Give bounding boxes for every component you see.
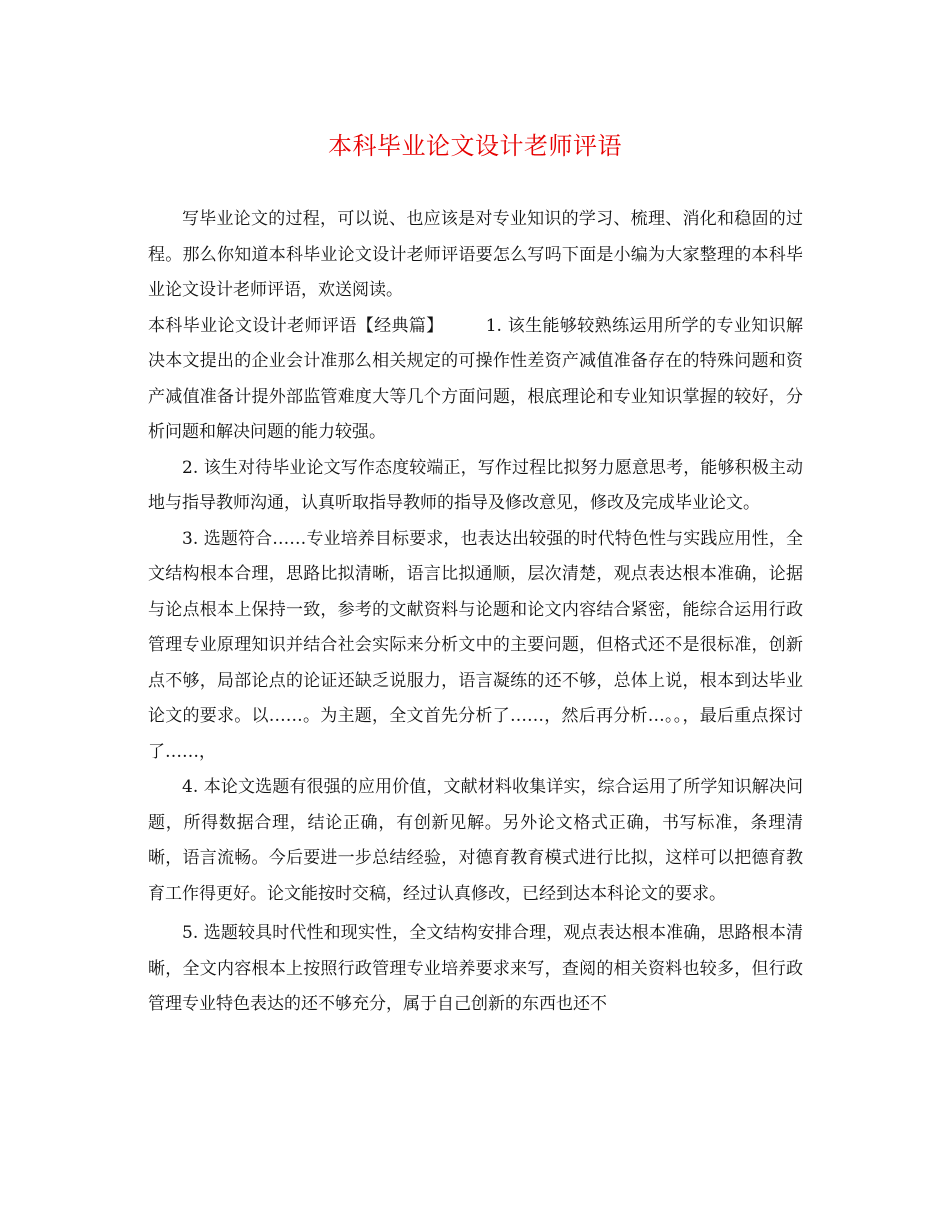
intro-paragraph: 写毕业论文的过程，可以说、也应该是对专业知识的学习、梳理、消化和稳固的过程。那么你知道本科毕业论文设计老师评语要怎么写吗下面是小编为大家整理的本科毕业论文设计老师评语，欢送阅读。 xyxy=(148,209,803,300)
document-body xyxy=(148,202,803,1023)
section-paragraph xyxy=(148,309,803,451)
comment-item-3: 3. 选题符合……专业培养目标要求，也表达出较强的时代特色性与实践应用性，全文结构根本合理，思路比拟清晰，语言比拟通顺，层次清楚，观点表达根本准确，论据与论点根本上保持一致，参考的文献资料与论题和论文内容结合紧密，能综合运用行政管理专业原理知识并结合社会实际来分析文中的主要问题，但格式还不是很标准，创新点不够，局部论点的论证还缺乏说服力，语言凝练的还不够，总体上说，根本到达毕业论文的要求。以……。为主题，全文首先分析了……，然后再分析…。。，最后重点探讨了……， xyxy=(148,528,803,762)
comment-item-5: 5. 选题较具时代性和现实性，全文结构安排合理，观点表达根本准确，思路根本清晰，全文内容根本上按照行政管理专业培养要求来写，查阅的相关资料也较多，但行政管理专业特色表达的还不够充分，属于自己创新的东西也还不 xyxy=(148,923,803,1014)
comment-item-1: 1. 该生能够较熟练运用所学的专业知识解决本文提出的企业会计准那么相关规定的可操作性差资产减值准备存在的特殊问题和资产减值准备计提外部监管难度大等几个方面问题，根底理论和专业知识掌握的较好，分析问题和解决问题的能力较强。 xyxy=(148,315,803,442)
section-heading: 本科毕业论文设计老师评语【经典篇】 xyxy=(148,315,444,336)
comment-item-2: 2. 该生对待毕业论文写作态度较端正，写作过程比拟努力愿意思考，能够积极主动地与指导教师沟通，认真听取指导教师的指导及修改意见，修改及完成毕业论文。 xyxy=(148,457,803,513)
page-title: 本科毕业论文设计老师评语 xyxy=(328,132,622,160)
comment-item-4: 4. 本论文选题有很强的应用价值，文献材料收集详实，综合运用了所学知识解决问题，所得数据合理，结论正确，有创新见解。另外论文格式正确，书写标准，条理清晰，语言流畅。今后要进一步总结经验，对德育教育模式进行比拟，这样可以把德育教育工作得更好。论文能按时交稿，经过认真修改，已经到达本科论文的要求。 xyxy=(148,777,803,904)
